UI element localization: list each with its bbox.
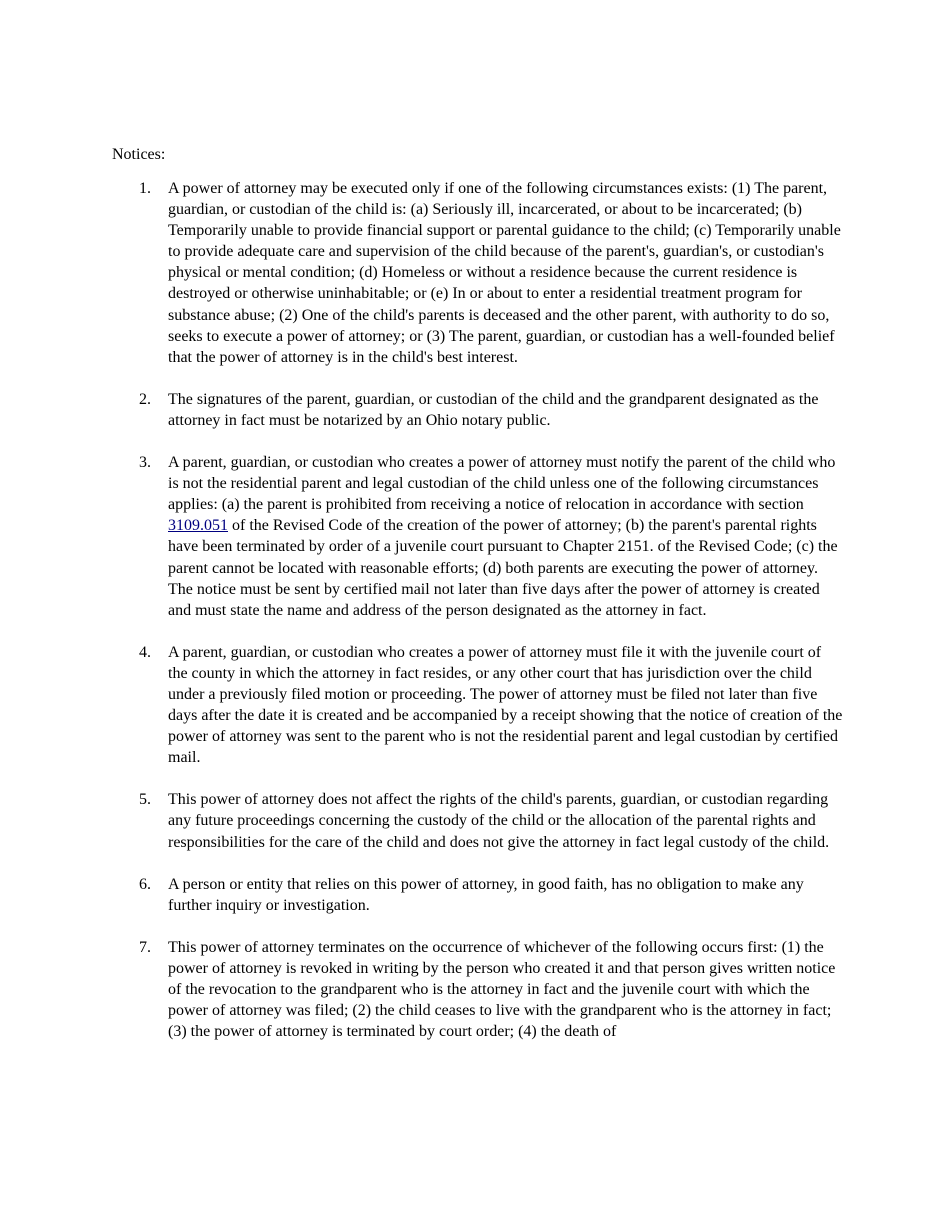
notice-text: This power of attorney does not affect the rights of the child's parents, guardian, or custodian regarding any future proceedings concerning the custody of the child or the allocation of the parental rights and responsibilities for the care of the child and does not give the attorney in fact legal custody of the child. — [168, 791, 830, 851]
notice-text: A parent, guardian, or custodian who creates a power of attorney must file it with the juvenile court of the county in which the attorney in fact resides, or any other court that has jurisdiction over the child under a previously filed motion or proceeding. The power of attorney must be filed not later than five days after the date it is created and be accompanied by a receipt showing that the notice of creation of the power of attorney was sent to the parent who is not the residential parent and legal custodian by certified mail. — [168, 643, 843, 767]
notice-text — [168, 452, 844, 621]
notice-number: 7. — [139, 938, 151, 956]
notice-text-after-link: of the Revised Code of the creation of the power of attorney; (b) the parent's parental rights have been terminated by order of a juvenile court pursuant to Chapter 2151. of the Revised Code; (c) the parent cannot be located with reasonable efforts; (d) both parents are executing the power of attorney. The notice must be sent by certified mail not later than five days after the power of attorney is created and must state the name and address of the person designated as the attorney in fact. — [168, 517, 838, 619]
notice-text: The signatures of the parent, guardian, or custodian of the child and the grandparent designated as the attorney in fact must be notarized by an Ohio notary public. — [168, 390, 819, 429]
notice-number: 3. — [139, 454, 151, 472]
notice-text: A person or entity that relies on this power of attorney, in good faith, has no obligation to make any further inquiry or investigation. — [168, 875, 804, 914]
notice-text: This power of attorney terminates on the occurrence of whichever of the following occurs first: (1) the power of attorney is revoked in writing by the person who created it and that person gives written notice of the revocation to the grandparent who is the attorney in fact and the juvenile court with which the power of attorney was filed; (2) the child ceases to live with the grandparent who is the attorney in fact; (3) the power of attorney is terminated by court order; (4) the death of — [168, 938, 836, 1041]
notice-item-7 — [112, 937, 844, 1042]
notice-number: 5. — [139, 791, 151, 809]
notice-item-3 — [112, 452, 844, 621]
notice-item-1 — [112, 178, 844, 368]
notice-number: 2. — [139, 390, 151, 408]
notice-number: 6. — [139, 875, 151, 893]
notice-item-4 — [112, 642, 844, 769]
notice-item-6 — [112, 874, 844, 916]
notice-number: 1. — [139, 180, 151, 197]
notice-item-5 — [112, 789, 844, 852]
section-3109-051-link[interactable]: 3109.051 — [168, 517, 228, 535]
notice-text-before-link: A parent, guardian, or custodian who creates a power of attorney must notify the parent of the child who is not the residential parent and legal custodian of the child unless one of the following circumstances applies: (a) the parent is prohibited from receiving a notice of relocation in accordance with section — [168, 454, 836, 514]
notices-heading: Notices: — [112, 146, 166, 163]
notice-list — [112, 178, 844, 1063]
notice-item-2 — [112, 389, 844, 431]
notice-number: 4. — [139, 643, 151, 661]
notice-text: A power of attorney may be executed only if one of the following circumstances exists: (1) The parent, guardian, or custodian of the child is: (a) Seriously ill, incarcerated, or about to be incarcerated; (b) Temporarily unable to provide financial support or parental guidance to the child; (c) Temporarily unable to provide adequate care and supervision of the child because of the parent's, guardian's, or custodian's physical or mental condition; (d) Homeless or without a residence because the current residence is destroyed or otherwise uninhabitable; or (e) In or about to enter a residential treatment program for substance abuse; (2) One of the child's parents is deceased and the other parent, with authority to do so, seeks to execute a power of attorney; or (3) The parent, guardian, or custodian has a well-founded belief that the power of attorney is in the child's best interest. — [168, 180, 841, 366]
